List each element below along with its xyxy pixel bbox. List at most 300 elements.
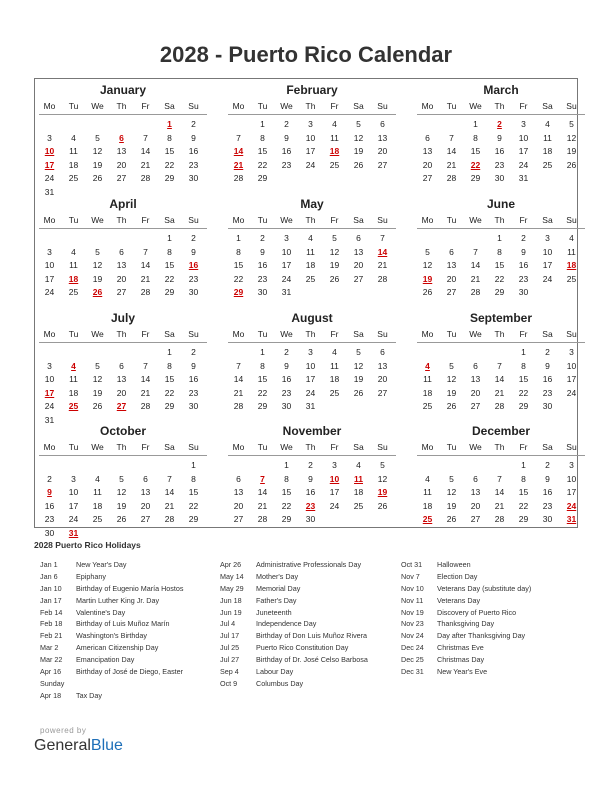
holiday-date: Nov 24 bbox=[401, 631, 424, 641]
day-cell: 15 bbox=[164, 374, 175, 384]
weekday-label: We bbox=[469, 329, 482, 339]
day-cell: 8 bbox=[521, 360, 526, 371]
day-cell: 31 bbox=[44, 186, 55, 197]
day-cell: 5 bbox=[425, 246, 430, 257]
day-cell: 29 bbox=[470, 173, 481, 183]
holiday-date: Sep 4 bbox=[220, 667, 239, 677]
holiday-date: Oct 31 bbox=[401, 560, 423, 569]
day-cell: 3 bbox=[47, 360, 52, 371]
day-cell: 30 bbox=[188, 173, 199, 183]
weekday-label: Th bbox=[116, 329, 127, 339]
day-cell: 11 bbox=[543, 132, 552, 143]
holiday-name: Memorial Day bbox=[256, 583, 301, 593]
day-cell: 21 bbox=[164, 500, 175, 511]
day-cell: 11 bbox=[567, 246, 576, 257]
day-cell: 9 bbox=[260, 246, 265, 257]
day-cell: 23 bbox=[188, 387, 199, 398]
day-cell: 4 bbox=[71, 132, 76, 143]
day-cell: 23 bbox=[281, 159, 292, 170]
day-cell: 20 bbox=[470, 500, 481, 511]
day-cell: 15 bbox=[188, 487, 199, 497]
day-cell: 9 bbox=[191, 360, 196, 371]
weekday-label: Su bbox=[188, 215, 199, 225]
month-name: October bbox=[99, 424, 146, 438]
day-cell: 22 bbox=[164, 273, 175, 284]
day-cell: 15 bbox=[470, 146, 481, 156]
day-cell: 3 bbox=[47, 132, 52, 143]
weekday-label: Tu bbox=[257, 329, 268, 339]
day-cell: 28 bbox=[446, 173, 457, 183]
day-cell: 5 bbox=[356, 347, 361, 357]
holiday-day-cell: 24 bbox=[566, 500, 577, 511]
day-cell: 14 bbox=[470, 260, 481, 270]
day-cell: 10 bbox=[305, 360, 316, 371]
holiday-name: Birthday of Eugenio María Hostos bbox=[76, 583, 184, 593]
day-cell: 10 bbox=[305, 132, 316, 143]
day-cell: 30 bbox=[188, 401, 199, 411]
day-cell: 29 bbox=[281, 514, 292, 524]
holiday-date: Nov 10 bbox=[401, 583, 424, 593]
weekday-header bbox=[228, 328, 396, 343]
day-cell: 20 bbox=[116, 273, 127, 284]
day-cell: 1 bbox=[260, 119, 265, 129]
month-august bbox=[228, 307, 396, 417]
holiday-name: Mother's Day bbox=[256, 571, 299, 581]
day-cell: 10 bbox=[542, 246, 553, 257]
day-cell: 11 bbox=[330, 132, 339, 143]
day-cell: 19 bbox=[446, 387, 457, 398]
holiday-day-cell: 2 bbox=[497, 119, 502, 129]
day-cell: 26 bbox=[92, 173, 103, 183]
day-cell: 2 bbox=[191, 119, 196, 129]
weekday-label: Th bbox=[494, 329, 505, 339]
day-cell: 17 bbox=[305, 374, 316, 384]
day-cell: 1 bbox=[284, 460, 289, 470]
holiday-name: Christmas Eve bbox=[437, 643, 484, 653]
month-january bbox=[39, 79, 207, 197]
day-cell: 2 bbox=[545, 347, 550, 357]
day-cell: 12 bbox=[422, 260, 433, 270]
day-cell: 19 bbox=[566, 146, 577, 156]
day-cell: 9 bbox=[191, 132, 196, 143]
day-cell: 4 bbox=[356, 460, 361, 470]
day-cell: 21 bbox=[257, 500, 268, 511]
holiday-date: Nov 11 bbox=[401, 595, 424, 605]
day-cell: 15 bbox=[233, 260, 244, 270]
day-cell: 15 bbox=[281, 487, 292, 497]
holiday-day-cell: 31 bbox=[68, 527, 79, 538]
day-cell: 5 bbox=[449, 473, 454, 484]
day-cell: 3 bbox=[569, 460, 574, 470]
day-cell: 28 bbox=[233, 401, 244, 411]
holiday-date: Apr 16 bbox=[40, 667, 62, 677]
weekday-label: We bbox=[91, 215, 104, 225]
day-cell: 15 bbox=[164, 146, 175, 156]
day-cell: 24 bbox=[68, 514, 79, 524]
day-cell: 23 bbox=[542, 387, 553, 398]
day-cell: 20 bbox=[140, 500, 151, 511]
month-name: February bbox=[286, 83, 338, 97]
day-cell: 29 bbox=[164, 287, 175, 297]
day-cell: 16 bbox=[542, 374, 553, 384]
day-cell: 27 bbox=[377, 159, 388, 170]
month-name: November bbox=[282, 424, 342, 438]
day-cell: 13 bbox=[470, 374, 481, 384]
day-cell: 20 bbox=[116, 159, 127, 170]
holiday-date: Nov 7 bbox=[401, 571, 420, 581]
day-cell: 12 bbox=[92, 260, 103, 270]
month-december bbox=[417, 420, 585, 530]
weekday-label: We bbox=[469, 215, 482, 225]
day-cell: 5 bbox=[569, 119, 574, 129]
day-cell: 26 bbox=[446, 401, 457, 411]
day-cell: 17 bbox=[44, 273, 55, 284]
weekday-label: Sa bbox=[353, 442, 364, 452]
generalblue-logo[interactable] bbox=[34, 737, 123, 755]
day-cell: 20 bbox=[446, 273, 457, 284]
month-name: March bbox=[483, 83, 519, 97]
day-cell: 2 bbox=[308, 460, 313, 470]
holiday-name: Father's Day bbox=[256, 595, 297, 605]
day-cell: 15 bbox=[518, 487, 529, 497]
holiday-name: Juneteenth bbox=[256, 607, 292, 617]
day-cell: 1 bbox=[497, 233, 502, 243]
day-cell: 16 bbox=[44, 500, 55, 511]
day-cell: 23 bbox=[44, 514, 55, 524]
weekday-header bbox=[228, 100, 396, 115]
holiday-date: Apr 26 bbox=[220, 560, 242, 569]
day-cell: 21 bbox=[140, 387, 151, 398]
day-cell: 13 bbox=[116, 146, 127, 156]
day-cell: 24 bbox=[305, 159, 316, 170]
weekday-label: Su bbox=[188, 329, 199, 339]
holiday-date: Dec 25 bbox=[401, 655, 424, 665]
weekday-label: Su bbox=[566, 442, 577, 452]
weekday-label: Su bbox=[566, 101, 577, 111]
day-cell: 25 bbox=[68, 173, 79, 183]
weekday-label: Tu bbox=[257, 101, 268, 111]
day-cell: 28 bbox=[164, 514, 175, 524]
month-october bbox=[39, 420, 207, 538]
day-cell: 21 bbox=[470, 273, 481, 284]
weekday-label: Mo bbox=[421, 329, 434, 339]
holiday-name: Martin Luther King Jr. Day bbox=[76, 595, 160, 605]
day-cell: 30 bbox=[257, 287, 268, 297]
day-cell: 12 bbox=[377, 473, 388, 484]
day-cell: 9 bbox=[284, 360, 289, 371]
day-cell: 6 bbox=[356, 233, 361, 243]
holiday-date: Jan 17 bbox=[40, 595, 62, 605]
day-cell: 2 bbox=[521, 233, 526, 243]
day-cell: 7 bbox=[236, 360, 241, 371]
day-cell: 8 bbox=[167, 132, 172, 143]
holiday-day-cell: 4 bbox=[71, 360, 76, 371]
day-cell: 16 bbox=[188, 374, 199, 384]
weekday-label: Su bbox=[377, 329, 388, 339]
day-cell: 11 bbox=[93, 487, 102, 497]
day-cell: 30 bbox=[188, 287, 199, 297]
day-cell: 3 bbox=[332, 460, 337, 470]
day-cell: 13 bbox=[377, 360, 388, 371]
day-cell: 3 bbox=[47, 246, 52, 257]
holiday-name: Valentine's Day bbox=[76, 607, 126, 617]
day-cell: 7 bbox=[143, 132, 148, 143]
holiday-date: Feb 21 bbox=[40, 631, 63, 641]
day-cell: 22 bbox=[257, 387, 268, 398]
day-cell: 30 bbox=[44, 527, 55, 538]
day-cell: 28 bbox=[377, 273, 388, 284]
day-cell: 28 bbox=[140, 287, 151, 297]
day-cell: 20 bbox=[470, 387, 481, 398]
day-cell: 13 bbox=[116, 374, 127, 384]
weekday-label: Sa bbox=[542, 329, 553, 339]
day-cell: 21 bbox=[494, 500, 505, 511]
weekday-label: Sa bbox=[164, 215, 175, 225]
day-cell: 20 bbox=[353, 260, 364, 270]
day-cell: 30 bbox=[494, 173, 505, 183]
day-cell: 19 bbox=[353, 374, 364, 384]
holiday-date: Dec 24 bbox=[401, 643, 424, 653]
day-cell: 11 bbox=[69, 374, 78, 384]
day-cell: 6 bbox=[143, 473, 148, 484]
day-cell: 8 bbox=[497, 246, 502, 257]
day-cell: 28 bbox=[494, 401, 505, 411]
holiday-name: Christmas Day bbox=[437, 655, 485, 665]
day-cell: 15 bbox=[518, 374, 529, 384]
day-cell: 16 bbox=[305, 487, 316, 497]
day-cell: 1 bbox=[191, 460, 196, 470]
day-cell: 26 bbox=[329, 273, 340, 284]
weekday-label: We bbox=[280, 101, 293, 111]
day-cell: 9 bbox=[284, 132, 289, 143]
day-cell: 24 bbox=[281, 273, 292, 284]
holiday-day-cell: 27 bbox=[116, 401, 127, 411]
month-name: September bbox=[469, 311, 533, 325]
day-cell: 31 bbox=[44, 414, 55, 425]
day-cell: 11 bbox=[423, 487, 432, 497]
holiday-name: Election Day bbox=[437, 571, 478, 581]
day-cell: 2 bbox=[545, 460, 550, 470]
day-cell: 26 bbox=[446, 514, 457, 524]
day-cell: 18 bbox=[542, 146, 553, 156]
day-cell: 25 bbox=[92, 514, 103, 524]
day-cell: 1 bbox=[521, 460, 526, 470]
day-cell: 14 bbox=[140, 260, 151, 270]
weekday-header bbox=[39, 100, 207, 115]
weekday-label: Fr bbox=[330, 101, 339, 111]
weekday-label: Fr bbox=[141, 101, 150, 111]
day-cell: 5 bbox=[332, 233, 337, 243]
day-cell: 9 bbox=[191, 246, 196, 257]
day-cell: 6 bbox=[473, 360, 478, 371]
day-cell: 17 bbox=[305, 146, 316, 156]
holiday-day-cell: 18 bbox=[329, 146, 340, 156]
holiday-date: Nov 19 bbox=[401, 607, 424, 617]
holiday-name: New Year's Eve bbox=[437, 667, 488, 677]
holiday-name: Veterans Day (substitute day) bbox=[437, 583, 532, 593]
day-cell: 18 bbox=[329, 374, 340, 384]
holiday-date: Jan 10 bbox=[40, 583, 62, 593]
weekday-label: Tu bbox=[446, 215, 457, 225]
day-cell: 10 bbox=[44, 374, 55, 384]
day-cell: 5 bbox=[119, 473, 124, 484]
day-cell: 6 bbox=[119, 360, 124, 371]
holiday-day-cell: 25 bbox=[422, 514, 433, 524]
day-cell: 19 bbox=[329, 260, 340, 270]
day-cell: 8 bbox=[191, 473, 196, 484]
holiday-day-cell: 10 bbox=[329, 473, 340, 484]
day-cell: 24 bbox=[542, 273, 553, 284]
day-cell: 27 bbox=[470, 401, 481, 411]
holiday-day-cell: 19 bbox=[422, 273, 433, 284]
day-cell: 7 bbox=[449, 132, 454, 143]
day-cell: 29 bbox=[188, 514, 199, 524]
day-cell: 24 bbox=[44, 401, 55, 411]
day-cell: 16 bbox=[494, 146, 505, 156]
holiday-date: Oct 9 bbox=[220, 678, 238, 688]
weekday-label: Fr bbox=[141, 215, 150, 225]
holiday-day-cell: 25 bbox=[68, 401, 79, 411]
day-cell: 13 bbox=[470, 487, 481, 497]
weekday-label: Th bbox=[305, 215, 316, 225]
day-cell: 10 bbox=[44, 260, 55, 270]
day-cell: 14 bbox=[446, 146, 457, 156]
weekday-label: Su bbox=[377, 215, 388, 225]
weekday-label: We bbox=[91, 329, 104, 339]
day-cell: 4 bbox=[425, 473, 430, 484]
day-cell: 3 bbox=[569, 347, 574, 357]
weekday-label: Tu bbox=[68, 101, 79, 111]
day-cell: 4 bbox=[71, 246, 76, 257]
weekday-header bbox=[228, 441, 396, 456]
holiday-day-cell: 17 bbox=[44, 387, 55, 398]
day-cell: 1 bbox=[260, 347, 265, 357]
weekday-label: Th bbox=[305, 442, 316, 452]
day-cell: 6 bbox=[380, 119, 385, 129]
day-cell: 4 bbox=[332, 119, 337, 129]
day-cell: 30 bbox=[542, 401, 553, 411]
day-cell: 12 bbox=[116, 487, 127, 497]
day-cell: 23 bbox=[281, 387, 292, 398]
month-april bbox=[39, 193, 207, 303]
day-cell: 24 bbox=[329, 500, 340, 511]
holiday-name: Emancipation Day bbox=[76, 655, 135, 665]
day-cell: 22 bbox=[494, 273, 505, 284]
weekday-label: Mo bbox=[421, 101, 434, 111]
day-cell: 14 bbox=[494, 374, 505, 384]
day-cell: 13 bbox=[377, 132, 388, 143]
day-cell: 23 bbox=[257, 273, 268, 284]
day-cell: 28 bbox=[140, 173, 151, 183]
holiday-date: Mar 22 bbox=[40, 655, 63, 665]
weekday-label: Fr bbox=[519, 442, 528, 452]
day-cell: 15 bbox=[257, 374, 268, 384]
day-cell: 12 bbox=[566, 132, 577, 143]
holiday-day-cell: 23 bbox=[305, 500, 316, 511]
holiday-day-cell: 22 bbox=[470, 159, 481, 170]
day-cell: 27 bbox=[116, 287, 127, 297]
day-cell: 25 bbox=[566, 273, 577, 284]
logo-text-general: General bbox=[34, 737, 91, 754]
holiday-name: Birthday of José de Diego, Easter bbox=[76, 667, 184, 677]
weekday-label: Sa bbox=[542, 442, 553, 452]
day-cell: 18 bbox=[305, 260, 316, 270]
day-cell: 18 bbox=[422, 500, 433, 511]
weekday-label: Fr bbox=[519, 101, 528, 111]
weekday-label: Fr bbox=[330, 215, 339, 225]
day-cell: 21 bbox=[446, 159, 457, 170]
day-cell: 6 bbox=[119, 246, 124, 257]
holiday-day-cell: 16 bbox=[188, 260, 199, 270]
day-cell: 30 bbox=[518, 287, 529, 297]
day-cell: 8 bbox=[236, 246, 241, 257]
day-cell: 5 bbox=[356, 119, 361, 129]
weekday-label: Tu bbox=[446, 101, 457, 111]
day-cell: 21 bbox=[494, 387, 505, 398]
day-cell: 19 bbox=[353, 146, 364, 156]
day-cell: 27 bbox=[446, 287, 457, 297]
holiday-day-cell: 18 bbox=[566, 260, 577, 270]
day-cell: 10 bbox=[566, 360, 577, 371]
day-cell: 30 bbox=[305, 514, 316, 524]
month-name: May bbox=[300, 197, 324, 211]
weekday-label: Th bbox=[494, 215, 505, 225]
day-cell: 3 bbox=[284, 233, 289, 243]
day-cell: 3 bbox=[71, 473, 76, 484]
day-cell: 14 bbox=[494, 487, 505, 497]
holiday-name: Columbus Day bbox=[256, 678, 304, 688]
page-title: 2028 - Puerto Rico Calendar bbox=[159, 42, 453, 67]
day-cell: 2 bbox=[191, 347, 196, 357]
day-cell: 18 bbox=[422, 387, 433, 398]
day-cell: 12 bbox=[353, 360, 364, 371]
month-february bbox=[228, 79, 396, 189]
day-cell: 4 bbox=[308, 233, 313, 243]
day-cell: 13 bbox=[353, 246, 364, 257]
day-cell: 20 bbox=[377, 146, 388, 156]
day-cell: 5 bbox=[95, 360, 100, 371]
weekday-label: Th bbox=[116, 101, 127, 111]
calendar-grid bbox=[34, 78, 578, 538]
holiday-day-cell: 18 bbox=[68, 273, 79, 284]
weekday-header bbox=[417, 328, 585, 343]
day-cell: 16 bbox=[518, 260, 529, 270]
day-cell: 3 bbox=[308, 119, 313, 129]
holiday-name: Puerto Rico Constitution Day bbox=[256, 643, 349, 653]
weekday-label: Fr bbox=[519, 215, 528, 225]
day-cell: 7 bbox=[236, 132, 241, 143]
day-cell: 14 bbox=[233, 374, 244, 384]
day-cell: 13 bbox=[116, 260, 127, 270]
day-cell: 31 bbox=[518, 173, 529, 183]
powered-by-label: powered by bbox=[40, 726, 87, 735]
day-cell: 27 bbox=[377, 387, 388, 398]
day-cell: 19 bbox=[116, 500, 127, 511]
day-cell: 12 bbox=[446, 487, 457, 497]
weekday-header bbox=[417, 441, 585, 456]
day-cell: 22 bbox=[257, 159, 268, 170]
weekday-label: Sa bbox=[353, 101, 364, 111]
holiday-day-cell: 21 bbox=[233, 159, 244, 170]
day-cell: 12 bbox=[329, 246, 340, 257]
day-cell: 17 bbox=[281, 260, 292, 270]
holiday-day-cell: 6 bbox=[119, 132, 124, 143]
day-cell: 1 bbox=[167, 347, 172, 357]
day-cell: 18 bbox=[68, 159, 79, 170]
day-cell: 11 bbox=[306, 246, 315, 257]
weekday-label: Th bbox=[116, 442, 127, 452]
weekday-label: Tu bbox=[446, 442, 457, 452]
